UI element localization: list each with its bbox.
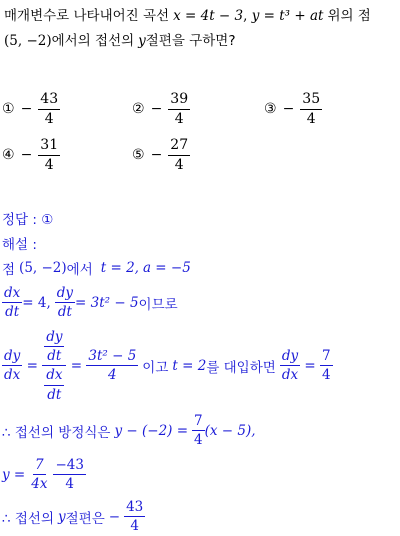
option-number: ⑤: [132, 147, 145, 164]
result-fraction: $\frac{\text{3t² − 5}}{4}$: [88, 348, 137, 384]
y-variable: y: [138, 33, 146, 49]
answer: [2, 208, 400, 228]
x-equation: x = 4t − 3: [173, 8, 244, 24]
option-fraction: $\frac{39}{4}$: [170, 91, 189, 127]
step-t-value: t = 2: [172, 357, 207, 374]
option-number: ①: [2, 101, 15, 118]
option-number: ②: [132, 101, 145, 118]
question-text-3: 절편을 구하면?: [145, 33, 236, 49]
step-text: 이므로: [138, 296, 178, 313]
option-number: ③: [264, 101, 277, 118]
neg43-over-4: $\frac{-43}{4}$: [55, 457, 84, 493]
step-4: [2, 414, 400, 447]
step-text: 이고: [142, 359, 169, 376]
option-fraction: $\frac{31}{4}$: [40, 137, 59, 173]
option-fraction: $\frac{35}{4}$: [302, 91, 321, 127]
question-tail: 위의 점: [327, 8, 371, 24]
explanation-heading: 해설 :: [2, 237, 37, 253]
dx-dt-fraction: $\frac{dx}{dt}$: [4, 285, 21, 321]
question-text-2: 에서의 접선의: [51, 33, 135, 49]
option-5[interactable]: [132, 138, 190, 172]
option-sign: −: [150, 101, 163, 118]
step-text: 를 대입하면: [206, 359, 276, 376]
final-answer-fraction: $\frac{43}{4}$: [126, 499, 144, 535]
step-text: 에서: [66, 262, 93, 278]
dy-dx-fraction: $\frac{dy}{dx}$: [281, 348, 299, 384]
option-sign: −: [20, 147, 33, 164]
step-1: [2, 258, 400, 278]
option-1[interactable]: [2, 92, 60, 126]
point: (5, −2): [4, 33, 52, 49]
slope-fraction: $\frac{7}{4}$: [194, 413, 203, 449]
step-value: = 3t² − 5: [75, 294, 139, 311]
option-3[interactable]: [264, 92, 322, 126]
step-value: = 4,: [22, 294, 51, 311]
step-text: ∴ 접선의 방정식은: [2, 424, 111, 441]
seven-over-4x: $\frac{7}{4x}$: [31, 457, 48, 493]
step-5: [2, 458, 400, 491]
option-sign: −: [150, 147, 163, 164]
option-fraction: $\frac{27}{4}$: [170, 137, 189, 173]
question-line-2: [4, 29, 396, 54]
question: [4, 4, 396, 54]
step-text: 절편은: [65, 510, 105, 527]
question-line-1: 매개변수로 나타내어진 곡선 x = 4t − 3 , y = t³ + at 위의 점: [4, 4, 396, 29]
step-point: (5, −2): [19, 260, 67, 276]
dy-dx-fraction: $\frac{dy}{dx}$: [4, 348, 21, 384]
y-equation: y = t³ + at: [251, 8, 324, 24]
step-6: [2, 500, 400, 533]
option-2[interactable]: [132, 92, 190, 126]
option-4[interactable]: [2, 138, 60, 172]
option-sign: −: [282, 101, 295, 118]
option-sign: −: [20, 101, 33, 118]
step-2: [2, 286, 400, 319]
step-text: 점: [2, 262, 16, 278]
step-3: $\frac{dy}{dx}$ = $\frac{\frac{dy}{dt}}{\frac{dx}{dt}}$ = $\frac{\text{3t² − 5}}{4}$ 이고 t = 2 를 대입하면 $\frac{dy}{dx}$ = $\frac{7}{4}$: [4, 329, 331, 403]
step-t-value: t = 2,: [100, 260, 139, 276]
explanation-label: [2, 233, 400, 253]
step-y: y =: [2, 466, 26, 483]
tangent-equation-tail: (x − 5),: [204, 422, 256, 439]
answer-label: 정답 : ①: [2, 212, 54, 228]
y-variable: y: [58, 508, 66, 525]
tangent-equation: y − (−2) =: [114, 422, 189, 439]
dy-dt-fraction: $\frac{dy}{dt}$: [56, 285, 74, 321]
slope-fraction: $\frac{7}{4}$: [322, 348, 331, 384]
option-fraction: $\frac{43}{4}$: [40, 91, 59, 127]
step-text: ∴ 접선의: [2, 510, 55, 527]
compound-fraction: $\frac{\frac{dy}{dt}}{\frac{dx}{dt}}$: [42, 330, 66, 402]
answer-sign: −: [108, 508, 121, 525]
step-a-value: a = −5: [142, 260, 191, 276]
question-text: 매개변수로 나타내어진 곡선: [4, 8, 170, 24]
option-number: ④: [2, 147, 15, 164]
